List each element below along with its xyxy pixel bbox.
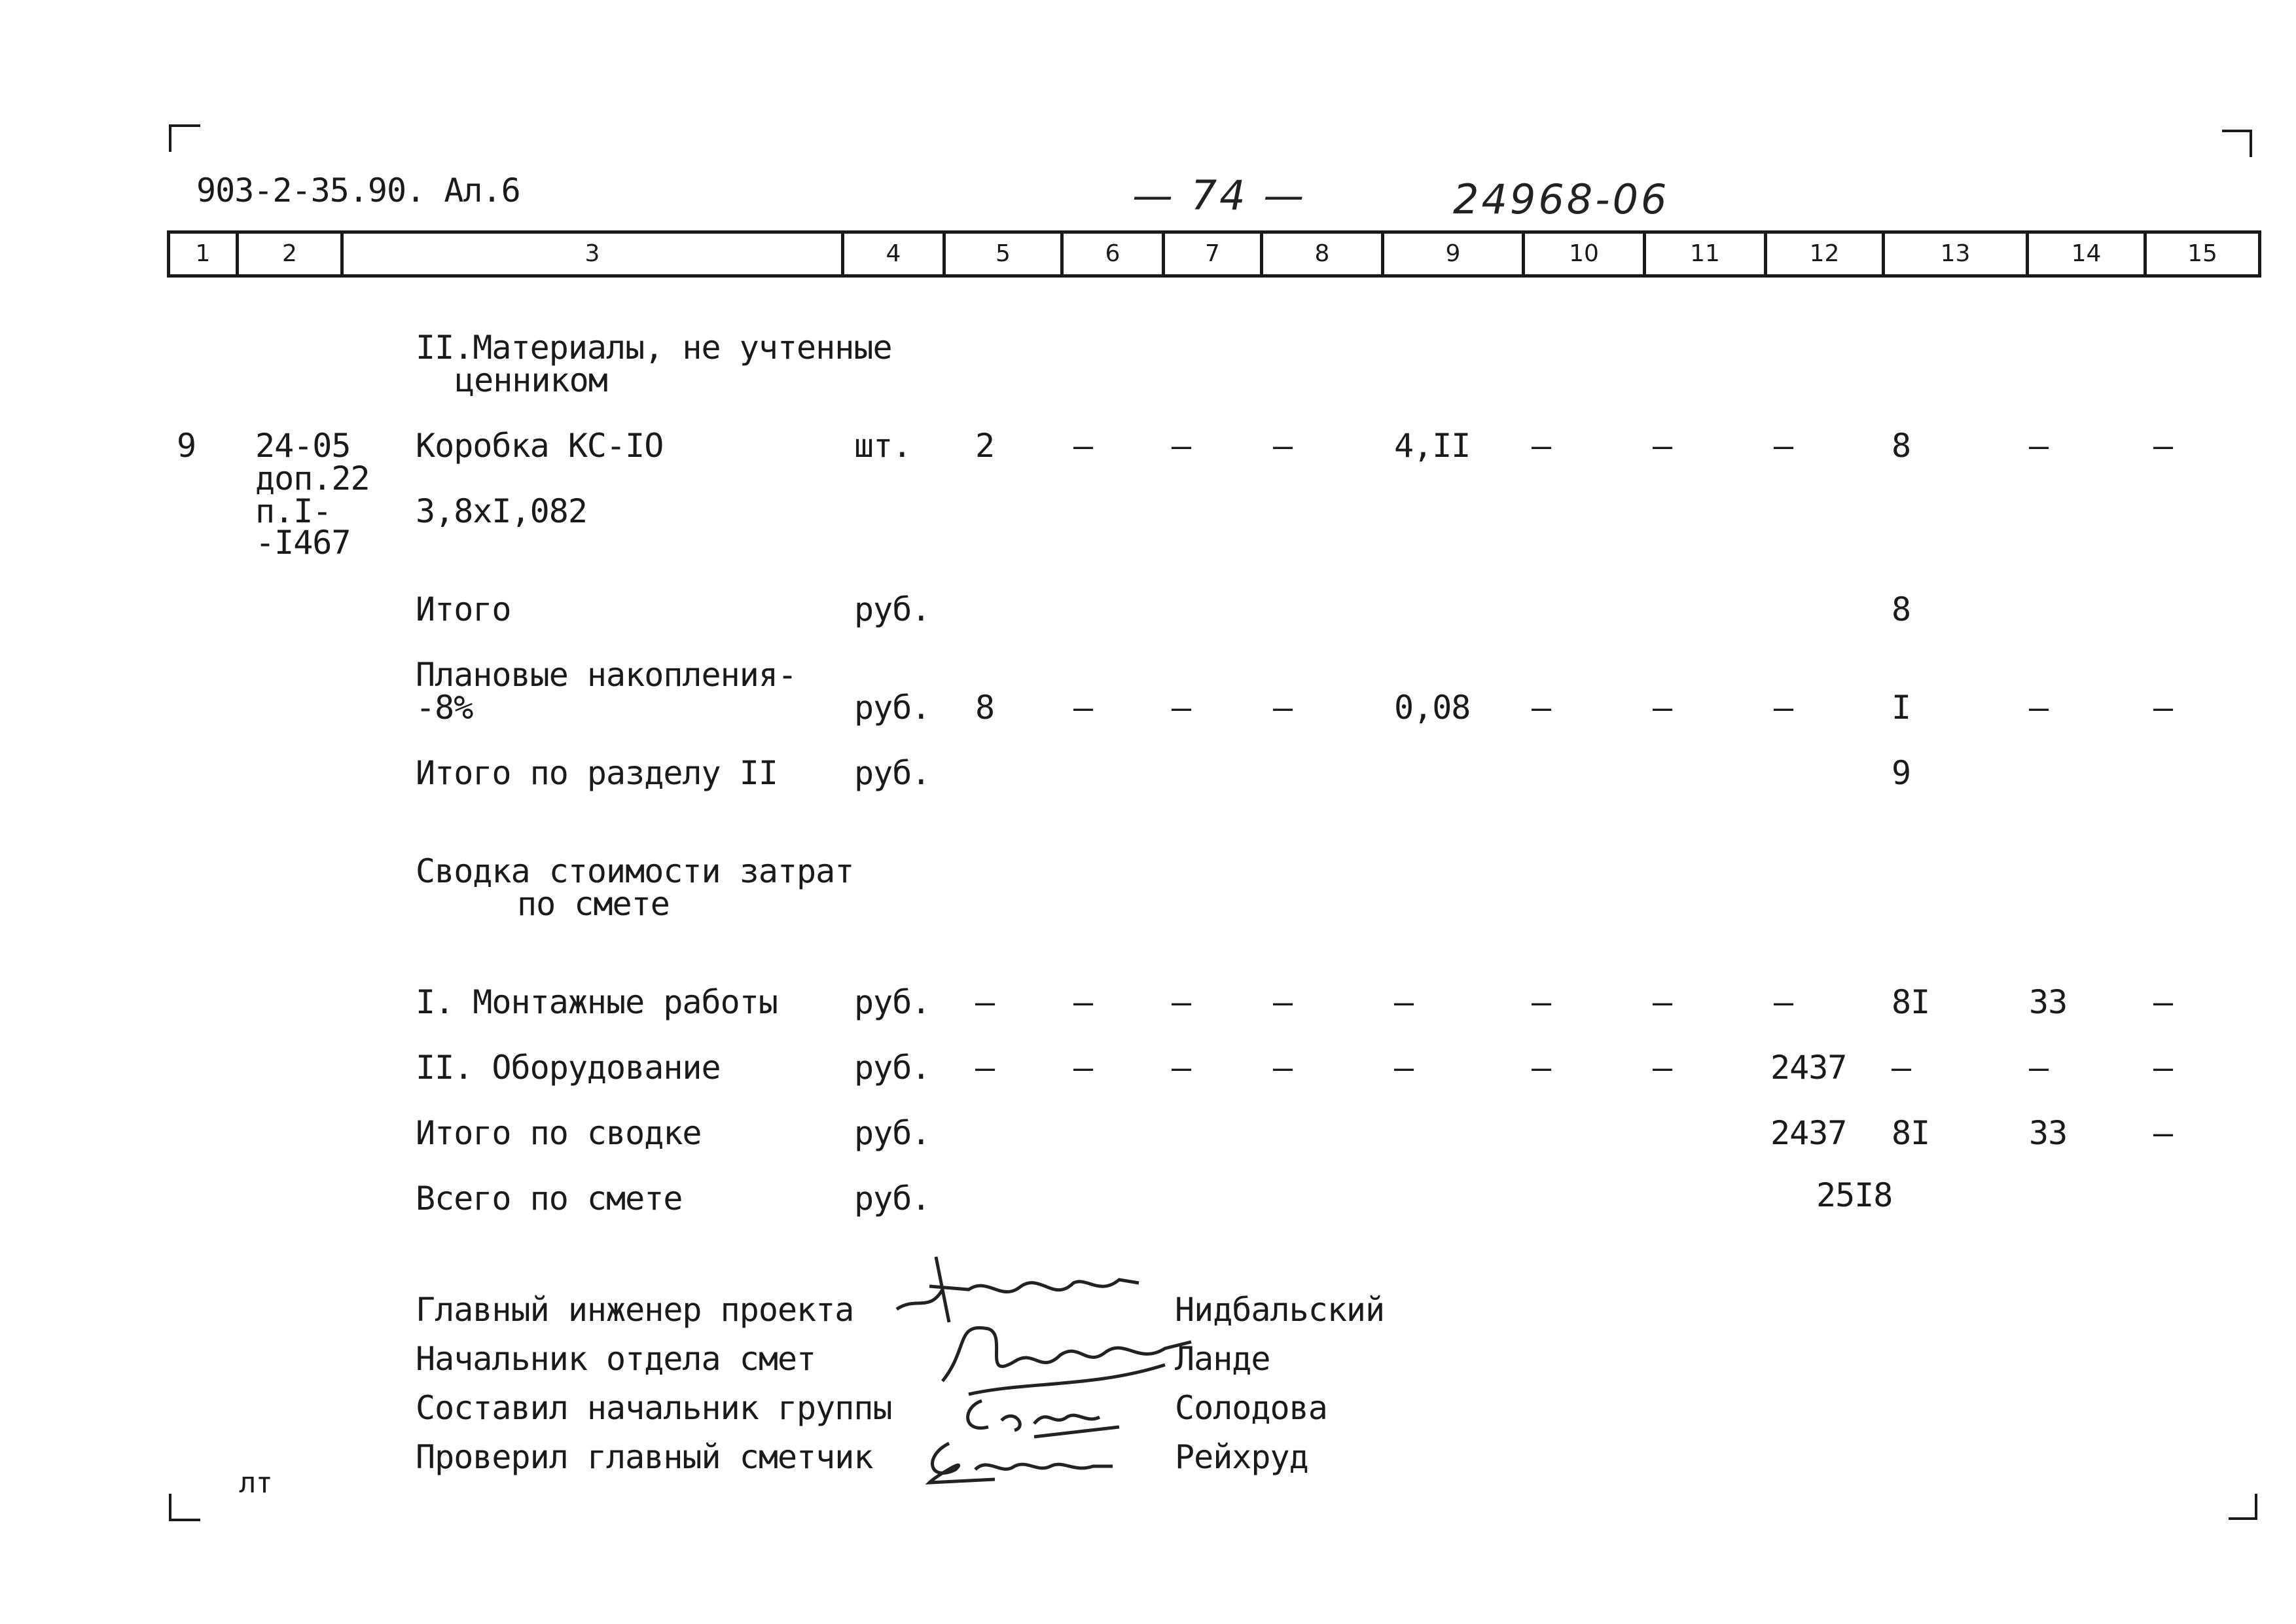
column-header: 8 bbox=[1260, 234, 1381, 274]
signature-name: Ланде bbox=[1175, 1340, 1270, 1378]
summary-cell: 8I bbox=[1892, 983, 1930, 1021]
column-header: 12 bbox=[1764, 234, 1882, 274]
summary-cell: – bbox=[1172, 983, 1191, 1021]
item-cell: 2 bbox=[975, 427, 995, 465]
item-cell: 8 bbox=[1892, 427, 1911, 465]
archive-number: 24968-06 bbox=[1453, 175, 1670, 223]
summary-cell: 33 bbox=[2029, 983, 2068, 1021]
summary-row-unit: руб. bbox=[854, 983, 931, 1021]
plan-cell: – bbox=[2153, 689, 2173, 727]
summary-cell: – bbox=[2153, 1049, 2173, 1087]
summary-cell: – bbox=[2029, 1049, 2049, 1087]
section-total-unit: руб. bbox=[854, 754, 931, 792]
section-title: II.Материалы, не учтенные bbox=[416, 329, 892, 367]
itogo-unit: руб. bbox=[854, 590, 931, 628]
signature-name: Рейхруд bbox=[1175, 1438, 1308, 1476]
signature-role: Главный инженер проекта bbox=[416, 1291, 854, 1329]
item-cell: – bbox=[1653, 427, 1672, 465]
summary-cell: – bbox=[1273, 983, 1293, 1021]
summary-row-label: II. Оборудование bbox=[416, 1049, 721, 1087]
plan-cell: – bbox=[1532, 689, 1551, 727]
summary-cell: – bbox=[2153, 1114, 2173, 1152]
plan-cell: 8 bbox=[975, 689, 995, 727]
section-title: ценником bbox=[455, 361, 607, 399]
column-header: 2 bbox=[236, 234, 340, 274]
summary-cell: 33 bbox=[2029, 1114, 2068, 1152]
column-header: 13 bbox=[1882, 234, 2026, 274]
item-code: п.I- bbox=[255, 492, 332, 530]
summary-cell: 8I bbox=[1892, 1114, 1930, 1152]
column-header: 7 bbox=[1162, 234, 1260, 274]
signature-name: Нидбальский bbox=[1175, 1291, 1385, 1329]
column-header: 4 bbox=[841, 234, 942, 274]
plan-cell: – bbox=[1172, 689, 1191, 727]
plan-cell: – bbox=[1073, 689, 1093, 727]
column-header: 9 bbox=[1381, 234, 1522, 274]
plan-cell: – bbox=[2029, 689, 2049, 727]
column-header: 15 bbox=[2144, 234, 2258, 274]
summary-cell: – bbox=[1073, 1049, 1093, 1087]
column-header: 3 bbox=[340, 234, 841, 274]
summary-row-unit: руб. bbox=[854, 1049, 931, 1087]
summary-cell: – bbox=[1394, 983, 1414, 1021]
footer-mark: лт bbox=[239, 1466, 272, 1500]
column-header-strip bbox=[167, 230, 2261, 278]
plan-label: Плановые накопления- bbox=[416, 656, 797, 694]
crop-mark-bottom-left bbox=[169, 1494, 200, 1521]
plan-cell: – bbox=[1653, 689, 1672, 727]
summary-cell: – bbox=[1532, 1049, 1551, 1087]
signature-role: Начальник отдела смет bbox=[416, 1340, 816, 1378]
item-code: -I467 bbox=[255, 524, 351, 562]
summary-title: Сводка стоимости затрат bbox=[416, 852, 854, 890]
grand-total-label: Всего по смете bbox=[416, 1180, 683, 1218]
itogo-label: Итого bbox=[416, 590, 511, 628]
itogo-value: 8 bbox=[1892, 590, 1911, 628]
summary-title: по смете bbox=[517, 885, 670, 923]
summary-cell: – bbox=[1273, 1049, 1293, 1087]
column-header: 1 bbox=[195, 240, 211, 267]
plan-cell: – bbox=[1273, 689, 1293, 727]
plan-label: -8% bbox=[416, 689, 473, 727]
summary-cell: 2437 bbox=[1770, 1049, 1847, 1087]
summary-cell: – bbox=[975, 983, 995, 1021]
item-name: Коробка КС-IO bbox=[416, 427, 664, 465]
summary-cell: – bbox=[2153, 983, 2173, 1021]
page-number: — 74 — bbox=[1132, 171, 1307, 219]
column-header: 6 bbox=[1060, 234, 1162, 274]
summary-cell: – bbox=[1394, 1049, 1414, 1087]
handwritten-signature bbox=[916, 1430, 1126, 1489]
column-header: 14 bbox=[2026, 234, 2144, 274]
signature-role: Проверил главный сметчик bbox=[416, 1438, 873, 1476]
summary-cell: – bbox=[1774, 983, 1793, 1021]
signature-role: Составил начальник группы bbox=[416, 1389, 892, 1427]
item-cell: – bbox=[2029, 427, 2049, 465]
item-formula: 3,8хI,082 bbox=[416, 492, 587, 530]
column-header: 11 bbox=[1643, 234, 1764, 274]
summary-row-label: I. Монтажные работы bbox=[416, 983, 778, 1021]
item-cell: – bbox=[1172, 427, 1191, 465]
section-total-label: Итого по разделу II bbox=[416, 754, 778, 792]
plan-cell: 0,08 bbox=[1394, 689, 1471, 727]
summary-row-label: Итого по сводке bbox=[416, 1114, 702, 1152]
document-code: 903-2-35.90. Ал.6 bbox=[196, 171, 520, 209]
item-cell: – bbox=[1532, 427, 1551, 465]
summary-cell: – bbox=[1532, 983, 1551, 1021]
item-code: 24-05 bbox=[255, 427, 351, 465]
summary-cell: – bbox=[1892, 1049, 1911, 1087]
item-cell: – bbox=[1073, 427, 1093, 465]
crop-mark-top-left bbox=[169, 124, 200, 152]
column-header: 5 bbox=[942, 234, 1060, 274]
summary-cell: – bbox=[1653, 983, 1672, 1021]
item-cell: – bbox=[1774, 427, 1793, 465]
column-header: 10 bbox=[1522, 234, 1643, 274]
summary-cell: – bbox=[1172, 1049, 1191, 1087]
item-cell: – bbox=[1273, 427, 1293, 465]
grand-total-value: 25I8 bbox=[1816, 1176, 1893, 1214]
item-cell: 4,II bbox=[1394, 427, 1471, 465]
summary-cell: – bbox=[975, 1049, 995, 1087]
summary-row-unit: руб. bbox=[854, 1114, 931, 1152]
summary-cell: 2437 bbox=[1770, 1114, 1847, 1152]
item-cell: – bbox=[2153, 427, 2173, 465]
signature-name: Солодова bbox=[1175, 1389, 1327, 1427]
summary-cell: – bbox=[1073, 983, 1093, 1021]
crop-mark-bottom-right bbox=[2229, 1494, 2257, 1520]
summary-cell: – bbox=[1653, 1049, 1672, 1087]
plan-cell: I bbox=[1892, 689, 1911, 727]
item-code: доп.22 bbox=[255, 460, 370, 497]
grand-total-unit: руб. bbox=[854, 1180, 931, 1218]
item-unit: шт. bbox=[854, 427, 912, 465]
plan-cell: – bbox=[1774, 689, 1793, 727]
item-number: 9 bbox=[177, 427, 196, 465]
crop-mark-top-right bbox=[2222, 130, 2252, 157]
section-total-value: 9 bbox=[1892, 754, 1911, 792]
plan-unit: руб. bbox=[854, 689, 931, 727]
